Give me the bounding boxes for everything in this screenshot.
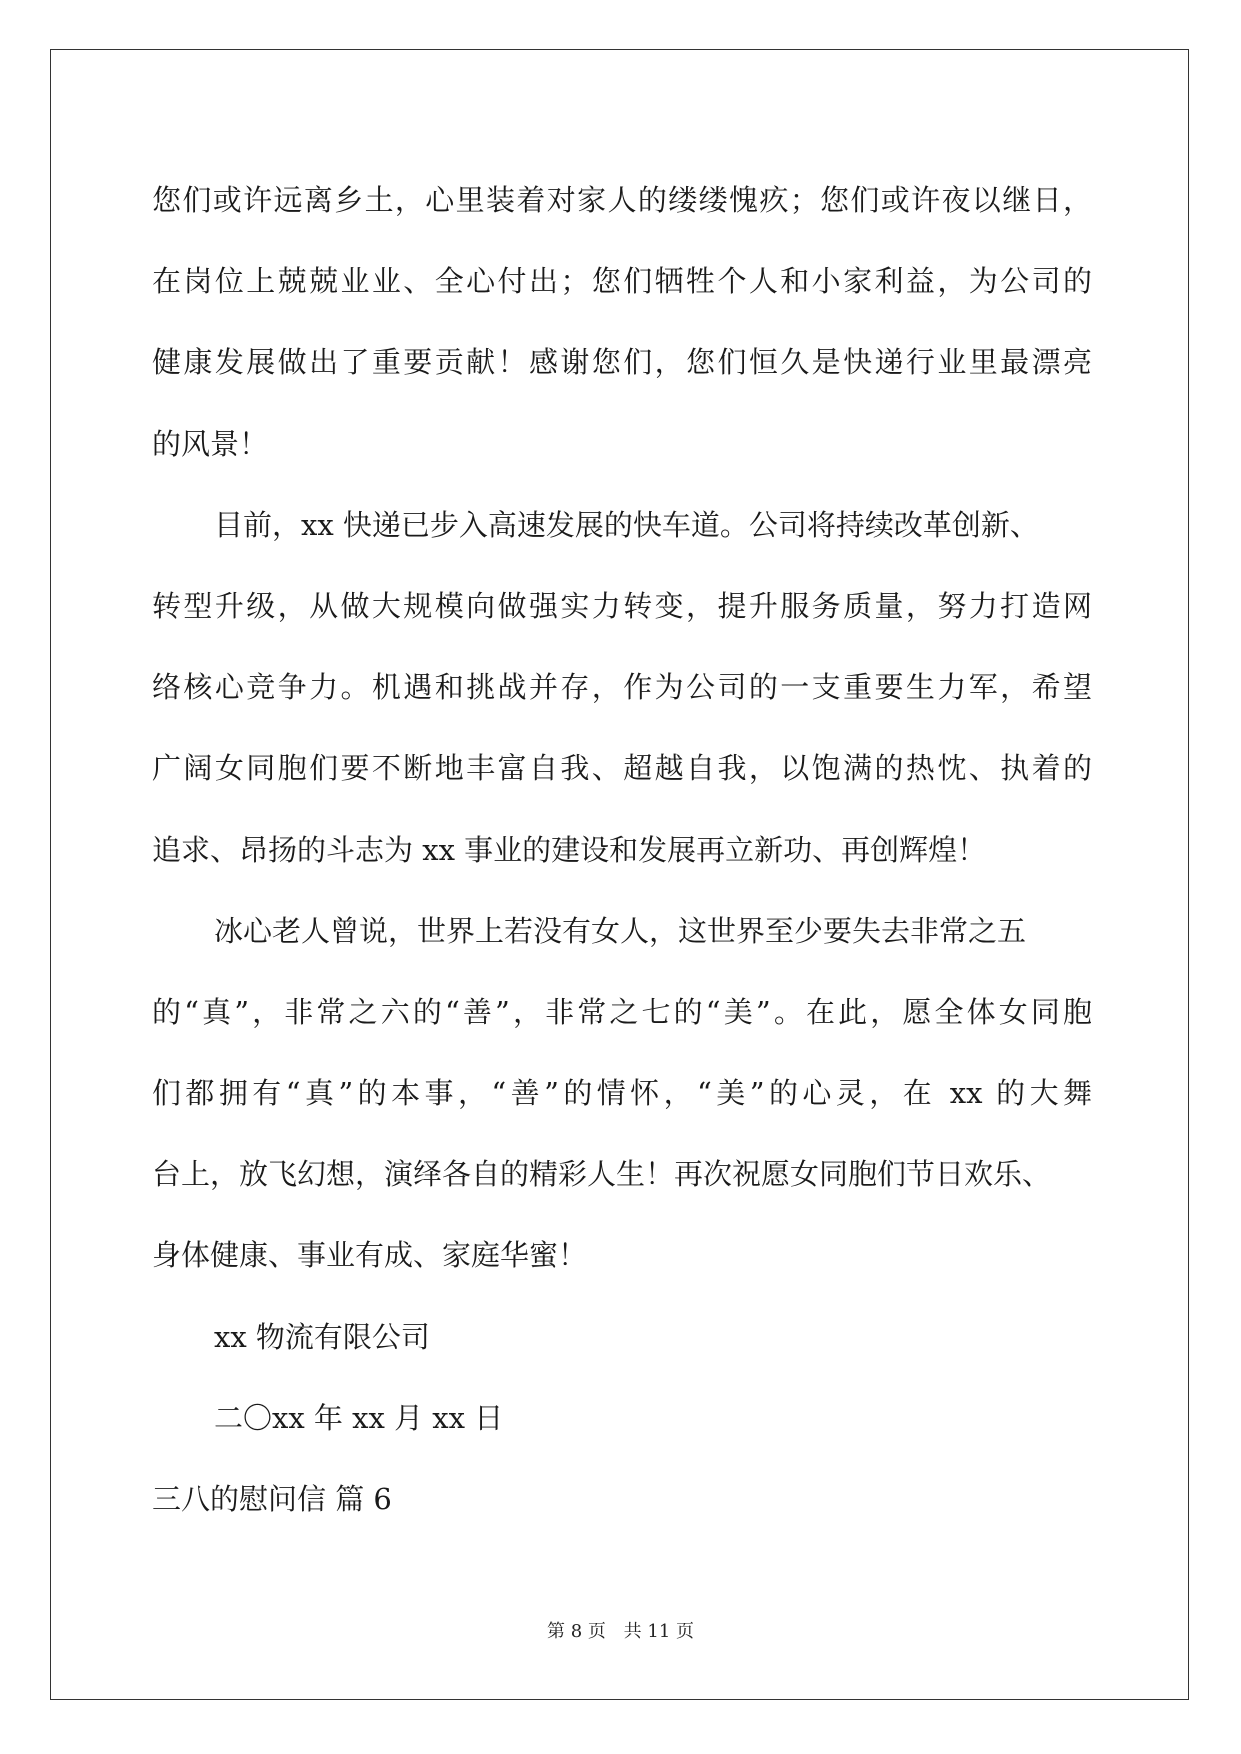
paragraph-line: 台上，放飞幻想，演绎各自的精彩人生！再次祝愿女同胞们节日欢乐、: [152, 1157, 1052, 1192]
paragraph-line: 追求、昂扬的斗志为 xx 事业的建设和发展再立新功、再创辉煌！: [152, 832, 987, 867]
paragraph-line: 目前，xx 快递已步入高速发展的快车道。公司将持续改革创新、: [214, 507, 1039, 542]
signature-company: xx 物流有限公司: [214, 1319, 430, 1354]
paragraph-line: 健康发展做出了重要贡献！感谢您们，您们恒久是快递行业里最漂亮: [152, 345, 1092, 380]
paragraph-line: 广阔女同胞们要不断地丰富自我、超越自我，以饱满的热忱、执着的: [152, 751, 1092, 786]
page-number: 第 8 页: [547, 1621, 606, 1642]
paragraph-line: 转型升级，从做大规模向做强实力转变，提升服务质量，努力打造网: [152, 588, 1092, 623]
paragraph-line: 的风景！: [152, 426, 269, 461]
paragraph-line: 冰心老人曾说，世界上若没有女人，这世界至少要失去非常之五: [214, 913, 1027, 948]
letter-body: [152, 160, 1092, 1540]
paragraph-line: 您们或许远离乡土，心里装着对家人的缕缕愧疚；您们或许夜以继日，: [152, 183, 1092, 217]
paragraph-line: 的“真”，非常之六的“善”，非常之七的“美”。在此，愿全体女同胞: [152, 994, 1092, 1029]
signature-date: 二〇xx 年 xx 月 xx 日: [214, 1400, 504, 1435]
section-heading: 三八的慰问信 篇 6: [152, 1482, 392, 1516]
paragraph-line: 身体健康、事业有成、家庭华蜜！: [152, 1238, 588, 1273]
paragraph-line: 在岗位上兢兢业业、全心付出；您们牺牲个人和小家利益，为公司的: [152, 264, 1092, 299]
paragraph-line: 络核心竞争力。机遇和挑战并存，作为公司的一支重要生力军，希望: [152, 670, 1092, 705]
page-total: 共 11 页: [623, 1621, 694, 1642]
paragraph-line: 们都拥有“真”的本事，“善”的情怀，“美”的心灵，在 xx 的大舞: [152, 1076, 1092, 1111]
page-footer: [0, 1617, 1241, 1643]
